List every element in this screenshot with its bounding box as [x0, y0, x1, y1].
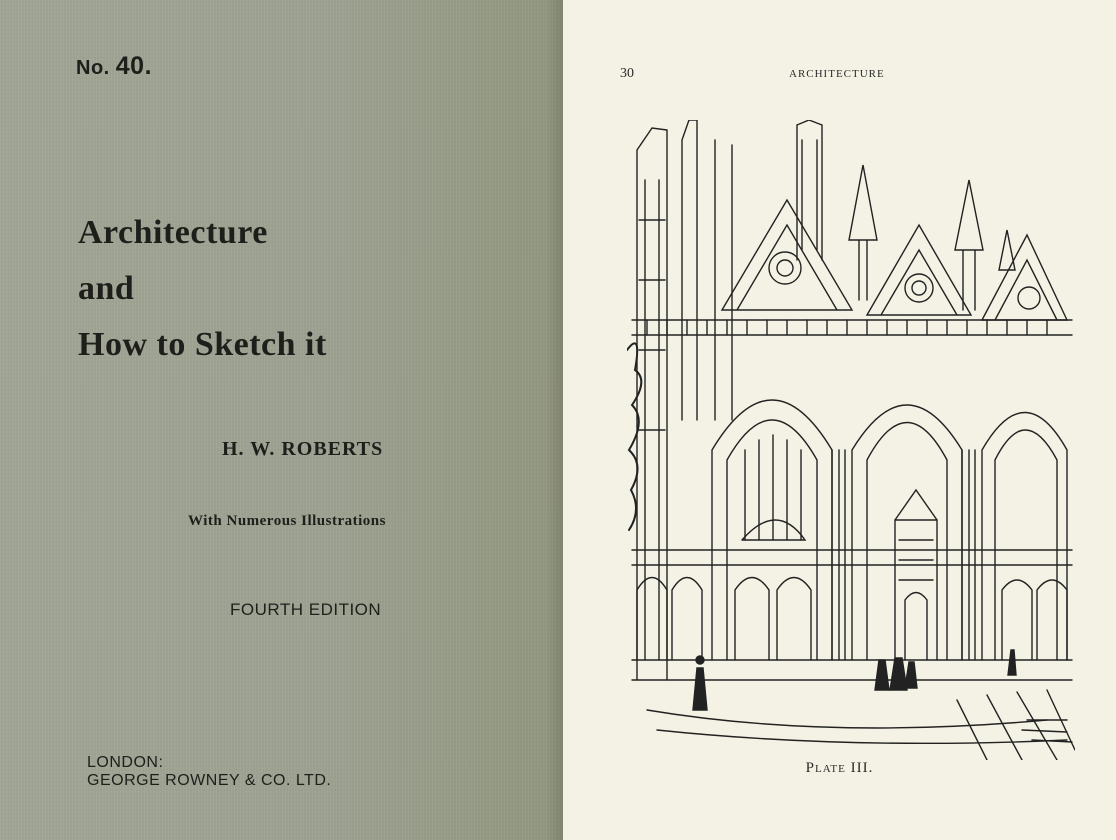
series-number: [76, 52, 152, 81]
running-head: ARCHITECTURE: [789, 68, 885, 80]
spine-shadow: [545, 0, 563, 840]
publisher-city: LONDON:: [87, 754, 164, 771]
illustrations-note: With Numerous Illustrations: [188, 513, 386, 529]
plate-page: [563, 0, 1116, 840]
cathedral-illustration: [627, 120, 1075, 760]
title-line-1: Architecture: [78, 214, 268, 251]
plate-caption: Plate III.: [805, 760, 874, 776]
edition-label: FOURTH EDITION: [230, 600, 382, 619]
author-name: H. W. ROBERTS: [222, 438, 384, 460]
series-prefix: No.: [76, 57, 110, 79]
publisher-name: GEORGE ROWNEY & CO. LTD.: [87, 772, 332, 789]
series-number-value: 40.: [115, 52, 153, 80]
page-number: 30: [620, 66, 634, 81]
title-line-2: and: [78, 270, 135, 307]
book-title: [78, 205, 327, 373]
title-line-3: How to Sketch it: [78, 326, 327, 363]
